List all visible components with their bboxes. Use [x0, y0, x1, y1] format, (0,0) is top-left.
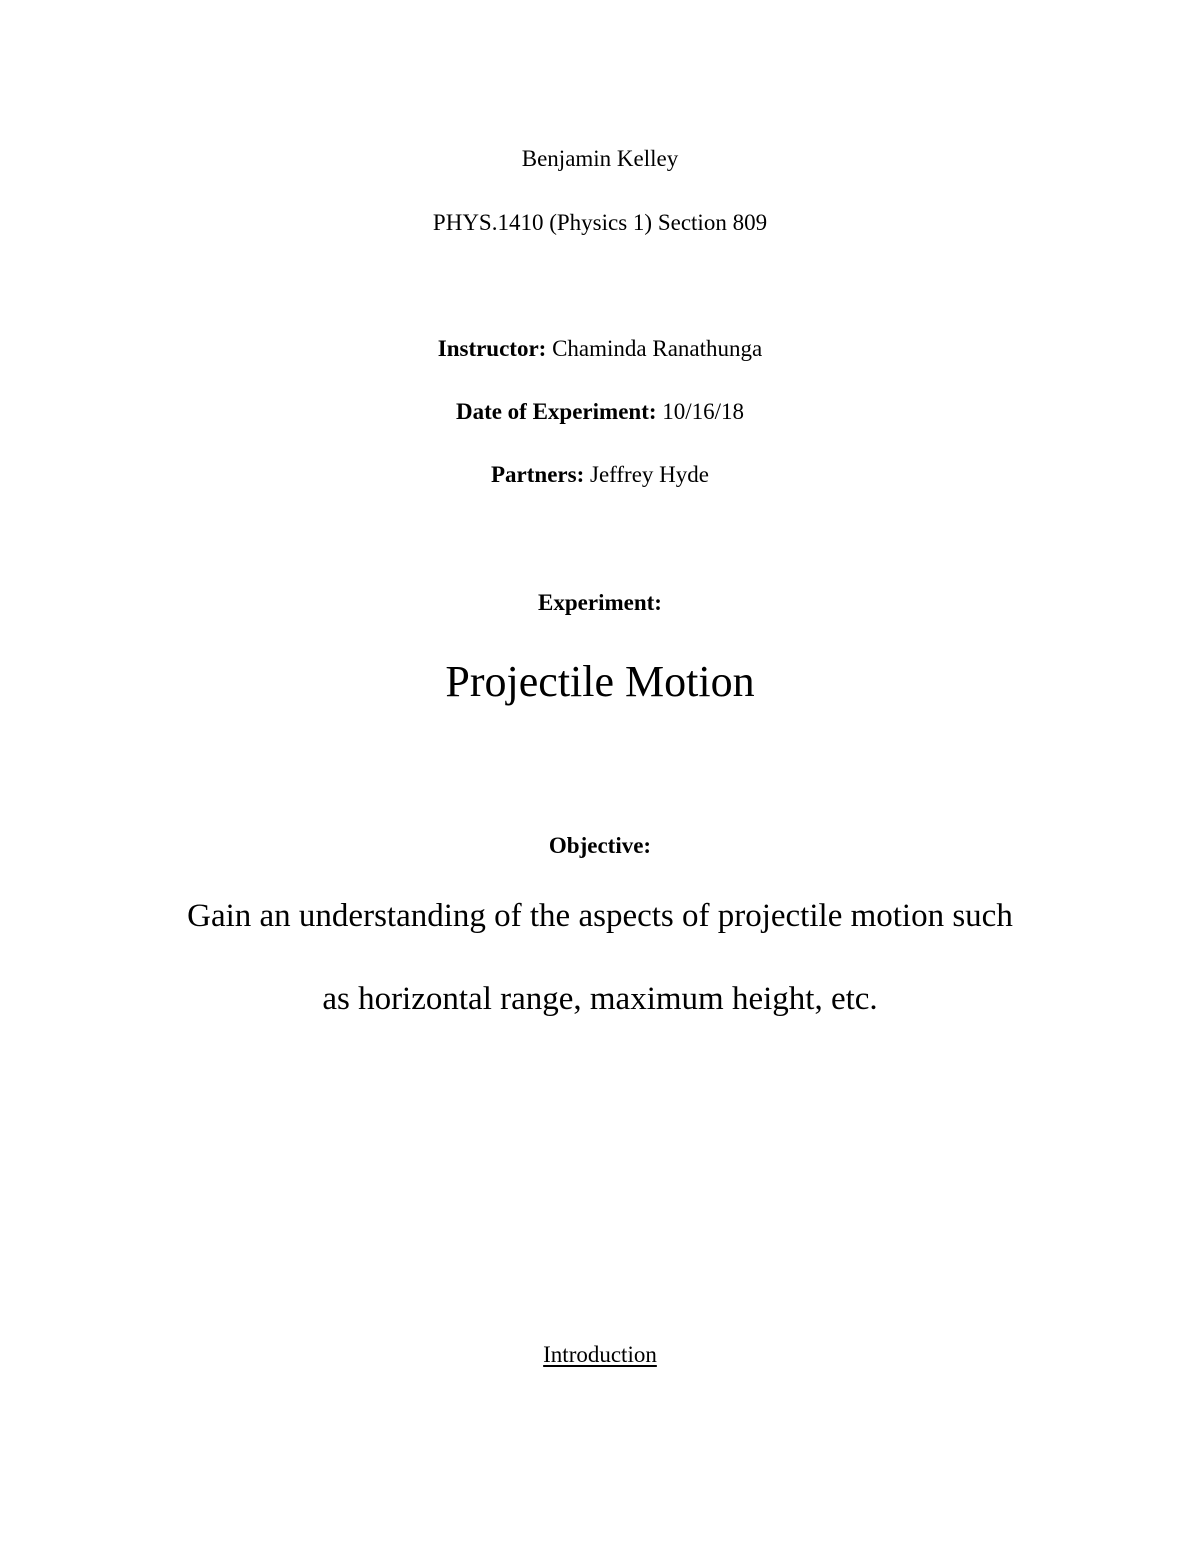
objective-label: Objective:: [548, 833, 652, 858]
course-info: PHYS.1410 (Physics 1) Section 809: [432, 210, 768, 235]
experiment-title: Projectile Motion: [445, 657, 755, 706]
author-name: Benjamin Kelley: [521, 146, 679, 171]
experiment-label: Experiment:: [538, 590, 662, 615]
instructor-label: Instructor:: [437, 336, 547, 361]
date-value: 10/16/18: [662, 399, 745, 424]
instructor-value: Chaminda Ranathunga: [552, 336, 763, 361]
objective-text-line-2: as horizontal range, maximum height, etc.: [322, 981, 878, 1017]
introduction-heading: Introduction: [543, 1342, 657, 1367]
partners-label: Partners:: [491, 462, 585, 487]
partners-value: Jeffrey Hyde: [590, 462, 709, 487]
date-line: [0, 400, 1200, 423]
date-label: Date of Experiment:: [455, 399, 657, 424]
objective-text-line-1: Gain an understanding of the aspects of projectile motion such: [187, 898, 1013, 934]
instructor-line: [0, 337, 1200, 360]
partners-line: [0, 463, 1200, 486]
